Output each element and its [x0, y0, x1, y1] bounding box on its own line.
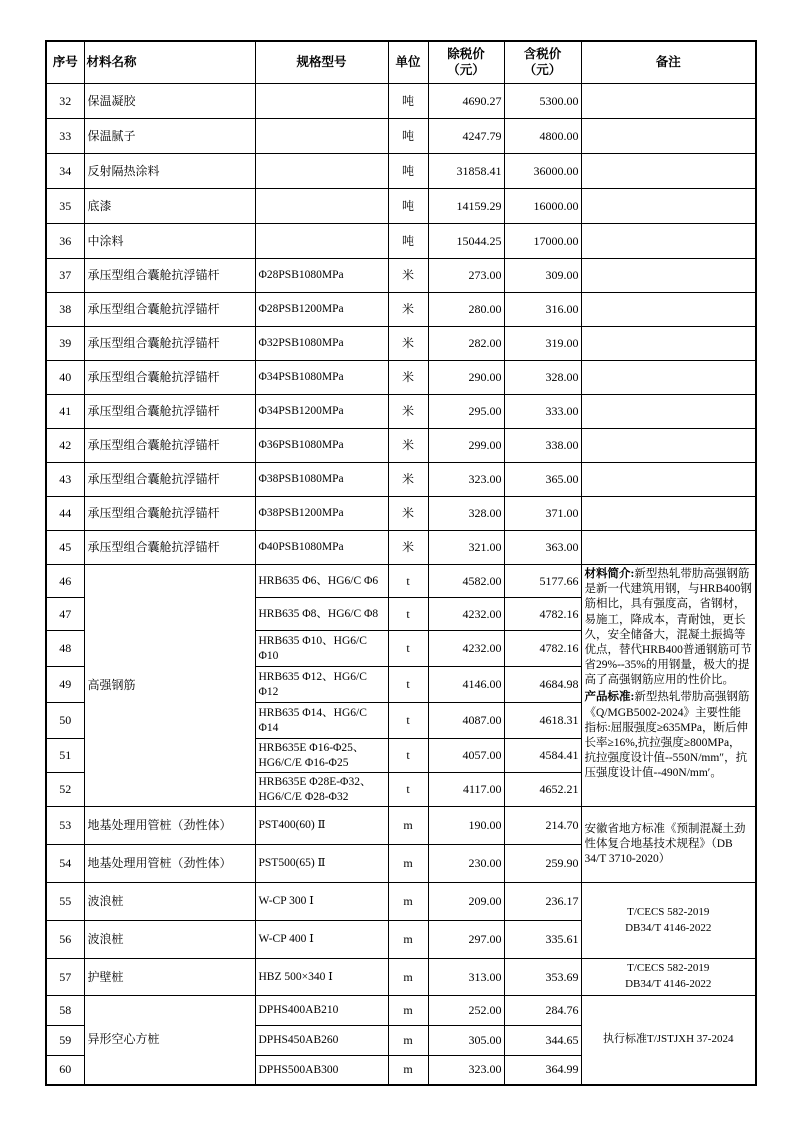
cell-price-inctax: 309.00	[504, 259, 581, 293]
cell-price-extax: 4232.00	[428, 598, 504, 631]
col-header-material-name: 材料名称	[84, 41, 255, 84]
cell-remark	[581, 531, 756, 565]
cell-price-inctax: 259.90	[504, 845, 581, 883]
cell-spec: PST500(65) Ⅱ	[255, 845, 388, 883]
cell-price-inctax: 371.00	[504, 497, 581, 531]
cell-index: 41	[46, 395, 84, 429]
cell-spec	[255, 189, 388, 224]
cell-remark: 材料简介:新型热轧带肋高强钢筋是新一代建筑用钢，与HRB400钢筋相比，具有强度高，省钢材，易施工，降成本，青耐蚀，更长久，安全储备大，混凝土振捣等优点，替代HRB400普通钢筋可节省29%--35%的用钢量，极大的提高了高强钢筋应用的性价比。 产品标准:新型热轧带肋高强钢筋《Q/MGB5002-2024》主要性能指标:屈服强度≥635MPa，断后伸长率≥16%,抗拉强度≥800MPa，抗拉强度设计值--550N/mm″，抗压强度设计值--490N/mm′。	[581, 565, 756, 807]
cell-unit: 米	[388, 395, 428, 429]
cell-spec: Φ34PSB1080MPa	[255, 361, 388, 395]
table-row	[46, 154, 756, 189]
cell-spec: HRB635 Φ8、HG6/C Φ8	[255, 598, 388, 631]
cell-price-inctax: 236.17	[504, 883, 581, 921]
cell-index: 42	[46, 429, 84, 463]
cell-index: 36	[46, 224, 84, 259]
cell-price-inctax: 16000.00	[504, 189, 581, 224]
cell-unit: t	[388, 773, 428, 807]
cell-index: 55	[46, 883, 84, 921]
cell-price-inctax: 4800.00	[504, 119, 581, 154]
cell-spec: HRB635E Φ16-Φ25、HG6/C/E Φ16-Φ25	[255, 739, 388, 773]
cell-index: 39	[46, 327, 84, 361]
cell-material-name: 承压型组合囊舱抗浮锚杆	[84, 361, 255, 395]
price-table-body	[46, 84, 756, 1085]
cell-unit: t	[388, 598, 428, 631]
cell-price-extax: 299.00	[428, 429, 504, 463]
cell-unit: t	[388, 739, 428, 773]
cell-index: 54	[46, 845, 84, 883]
cell-price-extax: 295.00	[428, 395, 504, 429]
cell-price-inctax: 4584.41	[504, 739, 581, 773]
cell-remark	[581, 293, 756, 327]
cell-price-inctax: 353.69	[504, 959, 581, 996]
cell-unit: t	[388, 703, 428, 739]
cell-spec: HBZ 500×340 Ⅰ	[255, 959, 388, 996]
cell-index: 44	[46, 497, 84, 531]
table-row	[46, 84, 756, 119]
cell-remark	[581, 224, 756, 259]
cell-unit: m	[388, 807, 428, 845]
cell-unit: 米	[388, 259, 428, 293]
cell-price-extax: 273.00	[428, 259, 504, 293]
cell-remark: T/CECS 582-2019 DB34/T 4146-2022	[581, 883, 756, 959]
cell-material-name: 承压型组合囊舱抗浮锚杆	[84, 497, 255, 531]
cell-unit: 米	[388, 463, 428, 497]
cell-spec: HRB635 Φ10、HG6/C Φ10	[255, 631, 388, 667]
cell-spec: HRB635 Φ14、HG6/C Φ14	[255, 703, 388, 739]
cell-price-extax: 209.00	[428, 883, 504, 921]
cell-index: 53	[46, 807, 84, 845]
cell-remark	[581, 463, 756, 497]
cell-index: 34	[46, 154, 84, 189]
cell-spec: Φ32PSB1080MPa	[255, 327, 388, 361]
cell-unit: t	[388, 631, 428, 667]
cell-unit: 吨	[388, 119, 428, 154]
cell-price-inctax: 284.76	[504, 996, 581, 1026]
cell-price-extax: 280.00	[428, 293, 504, 327]
cell-index: 45	[46, 531, 84, 565]
table-row	[46, 807, 756, 845]
cell-index: 33	[46, 119, 84, 154]
cell-price-extax: 297.00	[428, 921, 504, 959]
cell-spec: W-CP 300 Ⅰ	[255, 883, 388, 921]
cell-spec: Φ28PSB1080MPa	[255, 259, 388, 293]
cell-spec	[255, 119, 388, 154]
cell-unit: m	[388, 1026, 428, 1056]
col-header-price-inctax: 含税价 （元）	[504, 41, 581, 84]
cell-material-name: 波浪桩	[84, 921, 255, 959]
cell-remark	[581, 189, 756, 224]
cell-price-extax: 282.00	[428, 327, 504, 361]
material-price-table	[45, 40, 757, 1086]
cell-unit: 米	[388, 531, 428, 565]
table-row	[46, 883, 756, 921]
cell-price-inctax: 5300.00	[504, 84, 581, 119]
cell-price-inctax: 364.99	[504, 1056, 581, 1085]
cell-remark	[581, 259, 756, 293]
cell-spec	[255, 84, 388, 119]
col-header-index: 序号	[46, 41, 84, 84]
cell-material-name: 地基处理用管桩（劲性体）	[84, 807, 255, 845]
cell-unit: t	[388, 565, 428, 598]
cell-material-name: 护壁桩	[84, 959, 255, 996]
cell-spec	[255, 154, 388, 189]
cell-spec: HRB635E Φ28E-Φ32、HG6/C/E Φ28-Φ32	[255, 773, 388, 807]
cell-price-extax: 31858.41	[428, 154, 504, 189]
cell-material-name: 异形空心方桩	[84, 996, 255, 1085]
table-header-row	[46, 41, 756, 84]
cell-spec: Φ34PSB1200MPa	[255, 395, 388, 429]
cell-index: 38	[46, 293, 84, 327]
cell-price-inctax: 36000.00	[504, 154, 581, 189]
cell-index: 59	[46, 1026, 84, 1056]
cell-index: 48	[46, 631, 84, 667]
cell-index: 49	[46, 667, 84, 703]
cell-material-name: 承压型组合囊舱抗浮锚杆	[84, 429, 255, 463]
cell-price-extax: 4146.00	[428, 667, 504, 703]
table-row	[46, 463, 756, 497]
cell-material-name: 底漆	[84, 189, 255, 224]
cell-spec: PST400(60) Ⅱ	[255, 807, 388, 845]
cell-unit: 米	[388, 497, 428, 531]
cell-price-inctax: 4782.16	[504, 631, 581, 667]
table-row	[46, 531, 756, 565]
cell-price-inctax: 319.00	[504, 327, 581, 361]
cell-index: 35	[46, 189, 84, 224]
cell-material-name: 承压型组合囊舱抗浮锚杆	[84, 293, 255, 327]
cell-price-extax: 252.00	[428, 996, 504, 1026]
cell-unit: m	[388, 959, 428, 996]
cell-spec: Φ28PSB1200MPa	[255, 293, 388, 327]
cell-price-inctax: 333.00	[504, 395, 581, 429]
cell-index: 52	[46, 773, 84, 807]
cell-price-extax: 4057.00	[428, 739, 504, 773]
cell-unit: 米	[388, 429, 428, 463]
cell-price-extax: 323.00	[428, 463, 504, 497]
cell-price-inctax: 328.00	[504, 361, 581, 395]
cell-index: 57	[46, 959, 84, 996]
cell-price-extax: 305.00	[428, 1026, 504, 1056]
cell-material-name: 波浪桩	[84, 883, 255, 921]
table-row	[46, 497, 756, 531]
cell-index: 50	[46, 703, 84, 739]
cell-material-name: 高强钢筋	[84, 565, 255, 807]
cell-index: 51	[46, 739, 84, 773]
cell-material-name: 承压型组合囊舱抗浮锚杆	[84, 395, 255, 429]
cell-unit: m	[388, 996, 428, 1026]
cell-price-extax: 4582.00	[428, 565, 504, 598]
cell-price-extax: 190.00	[428, 807, 504, 845]
cell-price-inctax: 4684.98	[504, 667, 581, 703]
cell-unit: m	[388, 883, 428, 921]
table-row	[46, 224, 756, 259]
cell-price-extax: 4232.00	[428, 631, 504, 667]
cell-price-extax: 328.00	[428, 497, 504, 531]
cell-material-name: 承压型组合囊舱抗浮锚杆	[84, 259, 255, 293]
cell-unit: t	[388, 667, 428, 703]
cell-remark	[581, 429, 756, 463]
cell-remark: 执行标准T/JSTJXH 37-2024	[581, 996, 756, 1085]
cell-remark: T/CECS 582-2019 DB34/T 4146-2022	[581, 959, 756, 996]
cell-spec	[255, 224, 388, 259]
cell-price-inctax: 338.00	[504, 429, 581, 463]
cell-remark	[581, 497, 756, 531]
cell-remark	[581, 327, 756, 361]
cell-price-extax: 4247.79	[428, 119, 504, 154]
cell-spec: HRB635 Φ6、HG6/C Φ6	[255, 565, 388, 598]
cell-price-inctax: 335.61	[504, 921, 581, 959]
table-row	[46, 327, 756, 361]
cell-index: 56	[46, 921, 84, 959]
cell-material-name: 承压型组合囊舱抗浮锚杆	[84, 463, 255, 497]
cell-price-inctax: 363.00	[504, 531, 581, 565]
cell-spec: DPHS500AB300	[255, 1056, 388, 1085]
cell-unit: 米	[388, 327, 428, 361]
cell-material-name: 承压型组合囊舱抗浮锚杆	[84, 327, 255, 361]
cell-remark	[581, 361, 756, 395]
cell-spec: Φ40PSB1080MPa	[255, 531, 388, 565]
cell-price-extax: 4690.27	[428, 84, 504, 119]
cell-unit: 吨	[388, 224, 428, 259]
table-row	[46, 259, 756, 293]
cell-remark	[581, 154, 756, 189]
cell-price-extax: 4117.00	[428, 773, 504, 807]
cell-remark	[581, 395, 756, 429]
col-header-price-extax: 除税价 （元）	[428, 41, 504, 84]
table-row	[46, 293, 756, 327]
table-row	[46, 395, 756, 429]
cell-spec: W-CP 400 Ⅰ	[255, 921, 388, 959]
cell-spec: Φ36PSB1080MPa	[255, 429, 388, 463]
cell-price-inctax: 214.70	[504, 807, 581, 845]
cell-index: 32	[46, 84, 84, 119]
cell-index: 60	[46, 1056, 84, 1085]
cell-index: 58	[46, 996, 84, 1026]
cell-unit: 吨	[388, 189, 428, 224]
cell-unit: 吨	[388, 84, 428, 119]
cell-material-name: 中涂料	[84, 224, 255, 259]
cell-price-inctax: 365.00	[504, 463, 581, 497]
cell-index: 43	[46, 463, 84, 497]
cell-spec: DPHS450AB260	[255, 1026, 388, 1056]
cell-material-name: 反射隔热涂料	[84, 154, 255, 189]
cell-price-inctax: 344.65	[504, 1026, 581, 1056]
cell-unit: 米	[388, 293, 428, 327]
cell-remark: 安徽省地方标准《预制混凝土劲性体复合地基技术规程》（DB 34/T 3710-2020）	[581, 807, 756, 883]
col-header-unit: 单位	[388, 41, 428, 84]
cell-price-inctax: 4652.21	[504, 773, 581, 807]
cell-spec: DPHS400AB210	[255, 996, 388, 1026]
table-row	[46, 959, 756, 996]
cell-price-extax: 14159.29	[428, 189, 504, 224]
cell-unit: 吨	[388, 154, 428, 189]
cell-price-extax: 4087.00	[428, 703, 504, 739]
table-row	[46, 565, 756, 598]
col-header-spec: 规格型号	[255, 41, 388, 84]
cell-price-inctax: 316.00	[504, 293, 581, 327]
cell-price-inctax: 4782.16	[504, 598, 581, 631]
cell-index: 47	[46, 598, 84, 631]
cell-unit: 米	[388, 361, 428, 395]
cell-index: 37	[46, 259, 84, 293]
cell-remark	[581, 119, 756, 154]
cell-index: 40	[46, 361, 84, 395]
cell-spec: Φ38PSB1080MPa	[255, 463, 388, 497]
table-row	[46, 119, 756, 154]
cell-material-name: 承压型组合囊舱抗浮锚杆	[84, 531, 255, 565]
cell-material-name: 保温凝胶	[84, 84, 255, 119]
table-row	[46, 361, 756, 395]
cell-material-name: 保温腻子	[84, 119, 255, 154]
cell-price-extax: 15044.25	[428, 224, 504, 259]
cell-price-extax: 290.00	[428, 361, 504, 395]
cell-spec: Φ38PSB1200MPa	[255, 497, 388, 531]
cell-price-extax: 321.00	[428, 531, 504, 565]
cell-unit: m	[388, 921, 428, 959]
cell-unit: m	[388, 1056, 428, 1085]
col-header-remark: 备注	[581, 41, 756, 84]
cell-remark	[581, 84, 756, 119]
cell-price-extax: 230.00	[428, 845, 504, 883]
cell-index: 46	[46, 565, 84, 598]
cell-price-extax: 323.00	[428, 1056, 504, 1085]
cell-material-name: 地基处理用管桩（劲性体）	[84, 845, 255, 883]
cell-spec: HRB635 Φ12、HG6/C Φ12	[255, 667, 388, 703]
cell-unit: m	[388, 845, 428, 883]
cell-price-extax: 313.00	[428, 959, 504, 996]
table-row	[46, 189, 756, 224]
cell-price-inctax: 4618.31	[504, 703, 581, 739]
table-row	[46, 996, 756, 1026]
cell-price-inctax: 17000.00	[504, 224, 581, 259]
cell-price-inctax: 5177.66	[504, 565, 581, 598]
table-row	[46, 429, 756, 463]
